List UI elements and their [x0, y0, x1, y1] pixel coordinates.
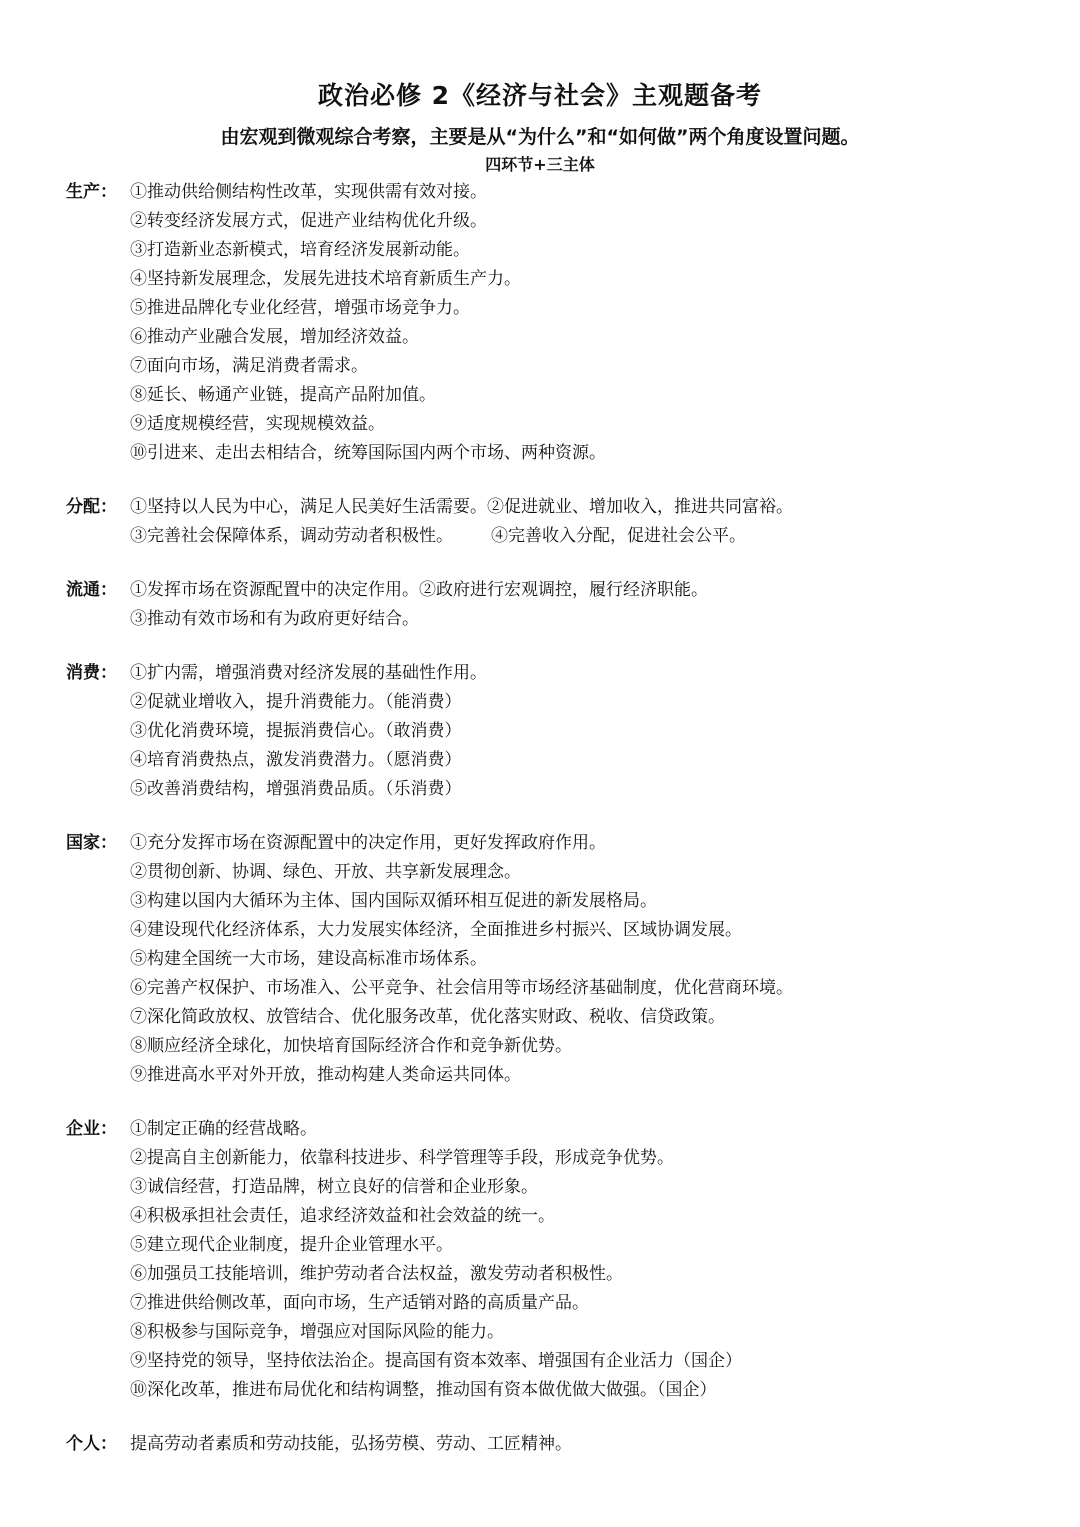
list-item: ⑩引进来、走出去相结合，统筹国际国内两个市场、两种资源。	[130, 443, 606, 463]
list-item: ②转变经济发展方式，促进产业结构优化升级。	[130, 211, 487, 231]
list-item: ⑥推动产业融合发展，增加经济效益。	[130, 327, 419, 347]
list-item: ③构建以国内大循环为主体、国内国际双循环相互促进的新发展格局。	[130, 891, 657, 911]
list-item: ②贯彻创新、协调、绿色、开放、共享新发展理念。	[130, 862, 521, 882]
list-item: ①扩内需，增强消费对经济发展的基础性作用。	[130, 663, 487, 683]
list-item: ②提高自主创新能力，依靠科技进步、科学管理等手段，形成竞争优势。	[130, 1148, 674, 1168]
list-item: ①发挥市场在资源配置中的决定作用。②政府进行宏观调控，履行经济职能。	[130, 580, 708, 600]
section-consumption	[66, 659, 1056, 804]
list-item: ⑥加强员工技能培训，维护劳动者合法权益，激发劳动者积极性。	[130, 1264, 623, 1284]
section-label: 生产：	[66, 182, 117, 202]
list-item: ④完善收入分配，促进社会公平。	[491, 526, 746, 546]
list-item: ③完善社会保障体系，调动劳动者积极性。	[130, 526, 453, 546]
list-item: ⑥完善产权保护、市场准入、公平竞争、社会信用等市场经济基础制度，优化营商环境。	[130, 978, 793, 998]
list-item: ⑦推进供给侧改革，面向市场，生产适销对路的高质量产品。	[130, 1293, 589, 1313]
list-item: ③推动有效市场和有为政府更好结合。	[130, 609, 419, 629]
section-distribution	[66, 493, 1056, 551]
list-item: ①推动供给侧结构性改革，实现供需有效对接。	[130, 182, 487, 202]
list-item: ④培育消费热点，激发消费潜力。（愿消费）	[130, 750, 462, 770]
list-item: ③打造新业态新模式，培育经济发展新动能。	[130, 240, 470, 260]
list-item: ⑤构建全国统一大市场，建设高标准市场体系。	[130, 949, 487, 969]
list-item: ⑤推进品牌化专业化经营，增强市场竞争力。	[130, 298, 470, 318]
section-individual	[66, 1430, 1056, 1459]
list-item: ⑧顺应经济全球化，加快培育国际经济合作和竞争新优势。	[130, 1036, 572, 1056]
list-item: ①充分发挥市场在资源配置中的决定作用，更好发挥政府作用。	[130, 833, 606, 853]
list-item: ⑤改善消费结构，增强消费品质。（乐消费）	[130, 779, 462, 799]
list-item: ②促就业增收入，提升消费能力。（能消费）	[130, 692, 462, 712]
list-item: ①制定正确的经营战略。	[130, 1119, 317, 1139]
section-enterprise	[66, 1115, 1056, 1405]
section-label: 消费：	[66, 663, 117, 683]
list-item: ⑨适度规模经营，实现规模效益。	[130, 414, 385, 434]
list-item: ⑦深化简政放权、放管结合、优化服务改革，优化落实财政、税收、信贷政策。	[130, 1007, 725, 1027]
section-label: 企业：	[66, 1119, 117, 1139]
list-item: ⑩深化改革，推进布局优化和结构调整，推动国有资本做优做大做强。（国企）	[130, 1380, 717, 1400]
document-subhead: 四环节+三主体	[485, 155, 595, 174]
section-label: 个人：	[66, 1434, 117, 1454]
list-item: ③优化消费环境，提振消费信心。（敢消费）	[130, 721, 462, 741]
list-item: ④坚持新发展理念，发展先进技术培育新质生产力。	[130, 269, 521, 289]
list-item: ⑧延长、畅通产业链，提高产品附加值。	[130, 385, 436, 405]
list-item: ③诚信经营，打造品牌，树立良好的信誉和企业形象。	[130, 1177, 538, 1197]
section-state	[66, 829, 1056, 1090]
list-item: ④积极承担社会责任，追求经济效益和社会效益的统一。	[130, 1206, 555, 1226]
list-item: ④建设现代化经济体系，大力发展实体经济，全面推进乡村振兴、区域协调发展。	[130, 920, 742, 940]
section-label: 国家：	[66, 833, 117, 853]
section-label: 分配：	[66, 497, 117, 517]
list-item: ⑦面向市场，满足消费者需求。	[130, 356, 368, 376]
list-item: ⑤建立现代企业制度，提升企业管理水平。	[130, 1235, 453, 1255]
section-circulation	[66, 576, 1056, 634]
list-item: ⑨推进高水平对外开放，推动构建人类命运共同体。	[130, 1065, 521, 1085]
list-item: ①坚持以人民为中心，满足人民美好生活需要。②促进就业、增加收入，推进共同富裕。	[130, 497, 793, 517]
list-item: ⑨坚持党的领导，坚持依法治企。提高国有资本效率、增强国有企业活力（国企）	[130, 1351, 742, 1371]
section-label: 流通：	[66, 580, 117, 600]
document-subtitle: 由宏观到微观综合考察，主要是从“为什么”和“如何做”两个角度设置问题。	[220, 126, 860, 148]
section-production	[66, 178, 1056, 468]
list-item: ⑧积极参与国际竞争，增强应对国际风险的能力。	[130, 1322, 504, 1342]
list-item: 提高劳动者素质和劳动技能，弘扬劳模、劳动、工匠精神。	[130, 1434, 572, 1454]
document-title: 政治必修 2《经济与社会》主观题备考	[317, 81, 763, 110]
document-body	[66, 178, 1056, 1484]
